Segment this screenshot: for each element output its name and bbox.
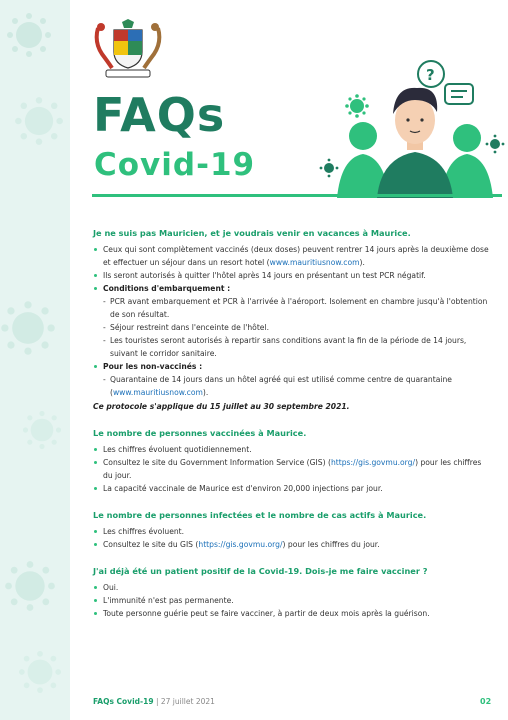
faq-question: Le nombre de personnes infectées et le nombre de cas actifs à Maurice.: [93, 510, 427, 520]
faq-content: [93, 227, 493, 620]
virus-icon: [486, 135, 505, 154]
list-item: - Séjour restreint dans l'enceinte de l'hôtel.: [103, 323, 270, 332]
list-item: - Quarantaine de 14 jours dans un hôtel agréé qui est utilisé comme centre de quarantaine (www.mauritiusnow.com).: [103, 375, 452, 397]
list-item: L'immunité n'est pas permanente.: [93, 594, 493, 607]
gis-link[interactable]: https://gis.govmu.org/: [198, 540, 283, 549]
website-link[interactable]: www.mauritiusnow.com: [112, 388, 203, 397]
faq-section: [93, 227, 493, 413]
list-item: Toute personne guérie peut se faire vacciner, à partir de deux mois après la guérison.: [93, 607, 493, 620]
page-subtitle: Covid-19: [94, 147, 256, 183]
list-item: - PCR avant embarquement et PCR à l'arrivée à l'aéroport. Isolement en chambre jusqu'à l'obtention de son résultat.: [103, 297, 488, 319]
faq-section: [93, 565, 493, 620]
footer: [93, 697, 215, 706]
virus-icon: [18, 650, 62, 694]
virus-icon: [0, 300, 56, 356]
footer-date: 27 juillet 2021: [160, 697, 215, 706]
list-item: Consultez le site du Government Information Service (GIS) (https://gis.govmu.org/) pour les chiffres du jour.: [93, 456, 493, 482]
faq-question: Le nombre de personnes vaccinées à Maurice.: [93, 428, 307, 438]
header-divider: [92, 194, 502, 197]
website-link[interactable]: www.mauritiusnow.com: [269, 258, 360, 267]
virus-icon: [6, 12, 52, 58]
list-item: - Les touristes seront autorisés à repartir sans conditions avant la fin de la période de 14 jours, suivant le corridor sanitaire.: [103, 336, 467, 358]
coat-of-arms: [92, 18, 164, 80]
virus-icon: [14, 96, 64, 146]
list-item: Les chiffres évoluent quotidiennement.: [93, 443, 493, 456]
virus-icon: [345, 94, 369, 118]
list-item: Oui.: [93, 581, 493, 594]
footer-separator: |: [155, 697, 159, 706]
list-item: Conditions d'embarquement :: [93, 282, 493, 295]
list-item: Ceux qui sont complètement vaccinés (deux doses) peuvent rentrer 14 jours après la deuxième dose et effectuer un séjour dans un resort hotel (www.mauritiusnow.com).: [93, 243, 493, 269]
svg-text:?: ?: [426, 66, 435, 84]
faq-section: [93, 427, 493, 495]
virus-icon: [4, 560, 56, 612]
faq-question: Je ne suis pas Mauricien, et je voudrais venir en vacances à Maurice.: [93, 228, 411, 238]
list-item: Consultez le site du GIS (https://gis.govmu.org/) pour les chiffres du jour.: [93, 538, 493, 551]
faq-question: J'ai déjà été un patient positif de la Covid-19. Dois-je me faire vacciner ?: [93, 566, 428, 576]
faq-section: [93, 509, 493, 551]
list-item: Les chiffres évoluent.: [93, 525, 493, 538]
protocol-note: Ce protocole s'applique du 15 juillet au 30 septembre 2021.: [93, 402, 350, 411]
list-item: La capacité vaccinale de Maurice est d'environ 20,000 injections par jour.: [93, 482, 493, 495]
virus-icon: [320, 159, 339, 178]
people-illustration: [315, 56, 505, 198]
virus-icon: [22, 410, 62, 450]
list-item: Ils seront autorisés à quitter l'hôtel après 14 jours en présentant un test PCR négatif.: [93, 269, 493, 282]
page-number: 02: [480, 697, 492, 706]
list-item: Pour les non-vaccinés :: [93, 360, 493, 373]
page-title: FAQs: [93, 88, 226, 142]
footer-brand: FAQs Covid-19: [93, 697, 154, 706]
gis-link[interactable]: https://gis.govmu.org/: [330, 458, 416, 467]
